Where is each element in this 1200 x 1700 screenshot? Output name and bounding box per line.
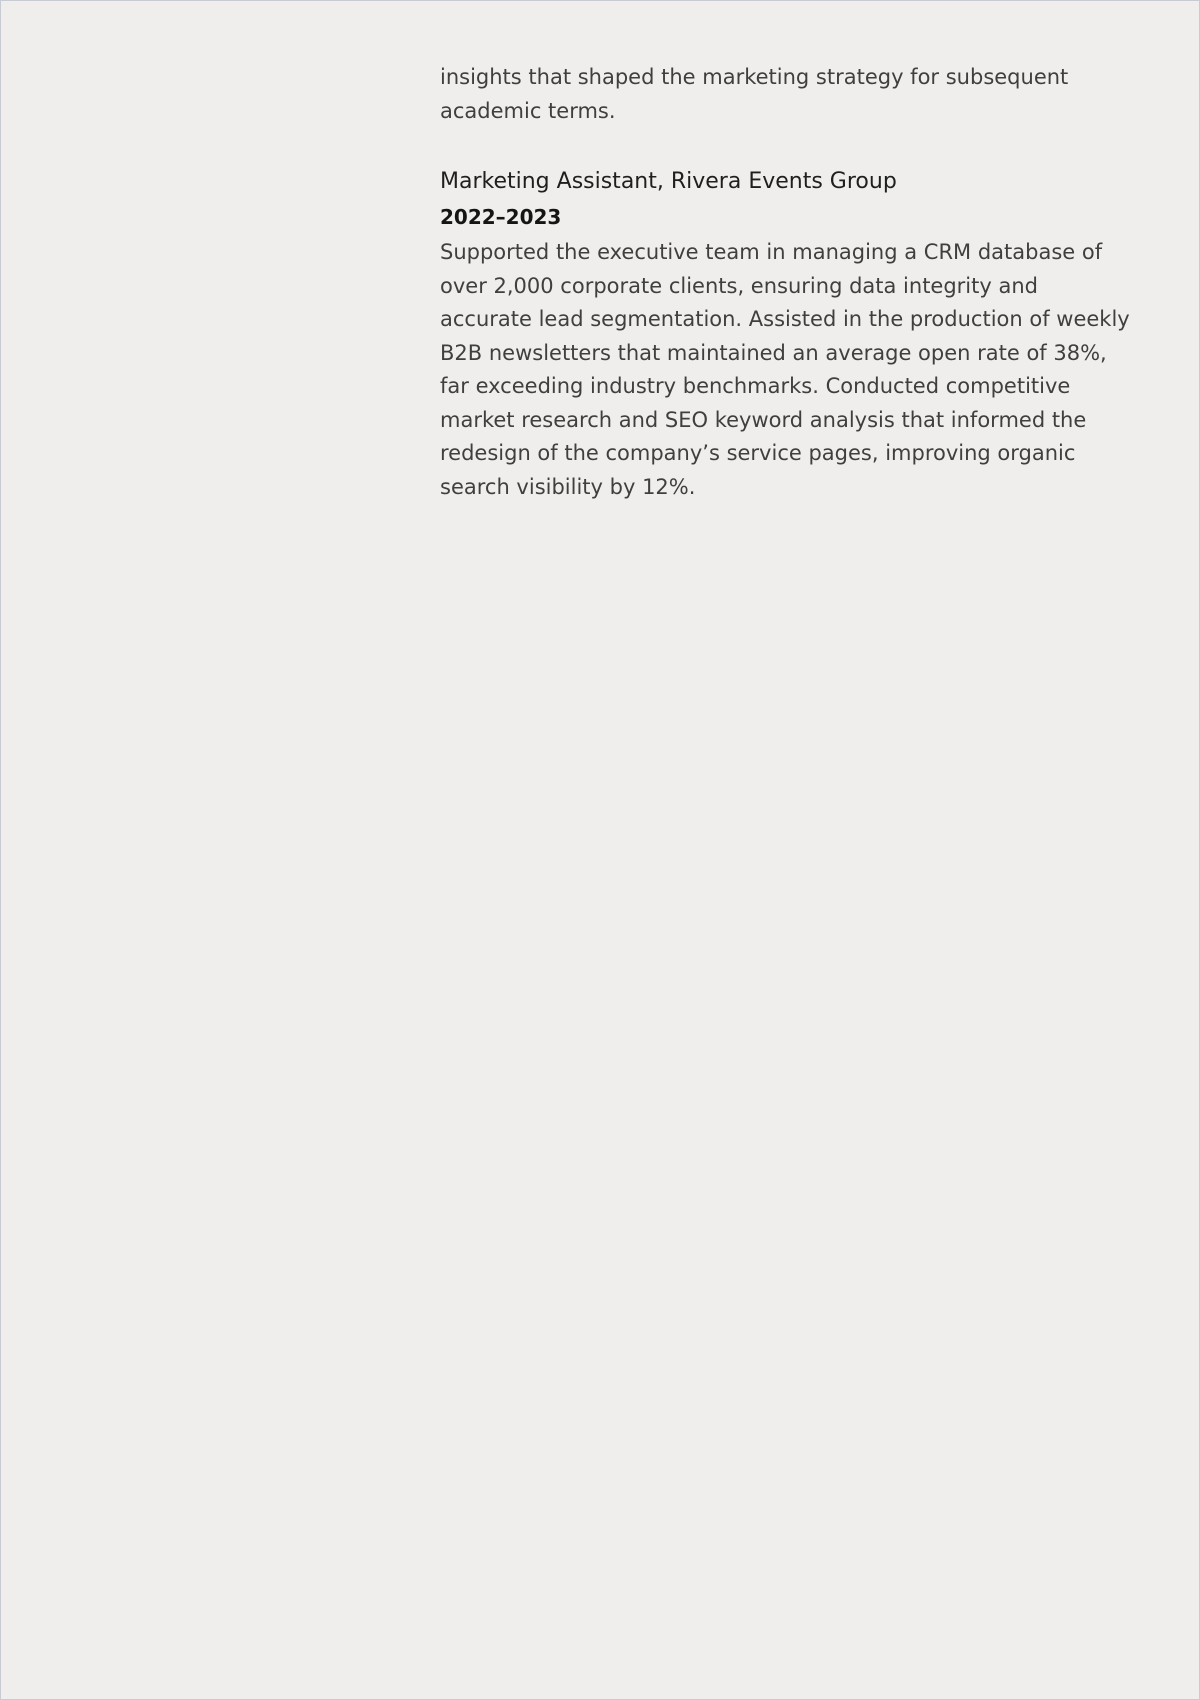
experience-column [440, 61, 1130, 504]
job-description: Supported the executive team in managing a CRM database of over 2,000 corporate clients, ensuring data integrity and accurate lead segmentation. Assisted in the production of weekly B2B newsletters that maintained an average open rate of 38%, far exceeding industry benchmarks. Conducted competitive market research and SEO keyword analysis that informed the redesign of the company’s service pages, improving organic search visibility by 12%. [440, 240, 1130, 499]
job-dates: 2022–2023 [440, 205, 562, 229]
job-title: Marketing Assistant, Rivera Events Group [440, 169, 897, 194]
experience-entry [440, 166, 1130, 504]
continued-paragraph: insights that shaped the marketing strategy for subsequent academic terms. [440, 65, 1069, 123]
